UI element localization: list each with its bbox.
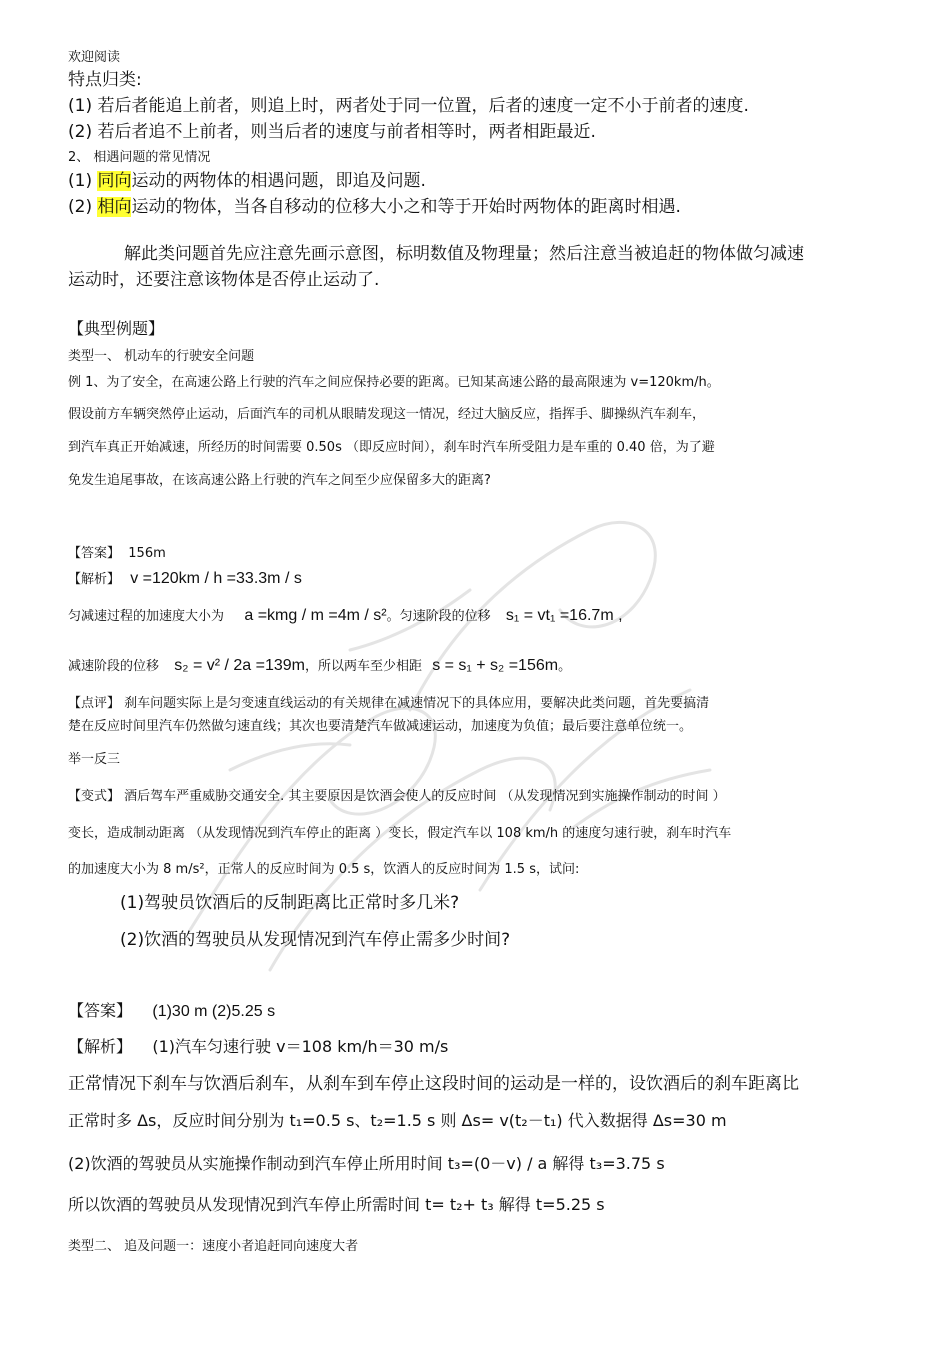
s1-eq: s₁ = vt₁ =16.7m ,: [505, 607, 623, 624]
s-eq: s = s₁ + s₂ =156m: [432, 657, 559, 674]
analysis2-label: 【解析】: [68, 1037, 133, 1056]
example1-line-1: 例 1、为了安全，在高速公路上行驶的汽车之间应保持必要的距离。已知某高速公路的最高限速为 v=120km/h。: [68, 375, 720, 390]
example1-line-4: 免发生追尾事故，在该高速公路上行驶的汽车之间至少应保留多大的距离?: [68, 473, 491, 488]
note-line-2: 运动时，还要注意该物体是否停止运动了.: [68, 270, 380, 290]
analysis2-text: (1)汽车匀速行驶 v＝108 km/h＝30 m/s: [152, 1037, 449, 1056]
answer2-label: 【答案】: [68, 1001, 133, 1020]
analysis2-line-4: 所以饮酒的驾驶员从发现情况到汽车停止所需时间 t= t₂+ t₃ 解得 t=5.25 s: [68, 1195, 605, 1214]
answer1-row: [68, 547, 166, 560]
variant-question-2: (2)饮酒的驾驶员从发现情况到汽车停止需多少时间?: [120, 930, 511, 950]
answer1-value: 156m: [128, 546, 166, 561]
analysis1-eq: v =120km / h =33.3m / s: [130, 570, 302, 587]
type1-title: 类型一、 机动车的行驶安全问题: [68, 349, 255, 364]
features-title: 特点归类:: [68, 70, 142, 90]
note-line-1: 解此类问题首先应注意先画示意图，标明数值及物理量；然后注意当被追赶的物体做匀减速: [124, 244, 804, 264]
comment-line-1: 【点评】 刹车问题实际上是匀变速直线运动的有关规律在减速情况下的具体应用，要解决此类问题，首先要搞清: [68, 696, 710, 711]
variant-title: 举一反三: [68, 752, 121, 767]
meet-case-2: [68, 199, 681, 216]
example1-line-2: 假设前方车辆突然停止运动，后面汽车的司机从眼睛发现这一情况，经过大脑反应，指挥手、脚操纵汽车刹车，: [68, 407, 706, 422]
case1-rest: 运动的两物体的相遇问题，即追及问题.: [131, 171, 426, 191]
meet-case-1: [68, 173, 426, 190]
accel-eq: a =kmg / m =4m / s²: [244, 607, 387, 624]
decel-row: [68, 657, 571, 674]
s2-eq: s₂ = v² / 2a =139m: [174, 657, 305, 674]
accel-text: 匀减速过程的加速度大小为: [68, 609, 225, 624]
variant-line-3: 的加速度大小为 8 m/s²，正常人的反应时间为 0.5 s，饮酒人的反应时间为 1.5 s，试问:: [68, 862, 580, 877]
typical-title: 【典型例题】: [68, 319, 165, 338]
case2-rest: 运动的物体，当各自移动的位移大小之和等于开始时两物体的距离时相遇.: [131, 197, 681, 217]
case2-prefix: (2): [68, 197, 98, 217]
variant-question-1: (1)驾驶员饮酒后的反制距离比正常时多几米?: [120, 893, 460, 913]
analysis1-row: [68, 570, 302, 587]
section2-title: 2、 相遇问题的常见情况: [68, 150, 211, 165]
uniform-text: 。匀速阶段的位移: [386, 609, 491, 624]
accel-row: [68, 607, 623, 624]
welcome-text: 欢迎阅读: [68, 50, 121, 65]
analysis2-line-1: 正常情况下刹车与饮酒后刹车，从刹车到车停止这段时间的运动是一样的，设饮酒后的刹车距离比: [68, 1074, 799, 1094]
answer2-value: (1)30 m (2)5.25 s: [152, 1003, 276, 1020]
answer1-end: 。: [558, 659, 572, 674]
case1-highlight: 同向: [97, 171, 132, 191]
analysis1-label: 【解析】: [68, 572, 121, 587]
case1-prefix: (1): [68, 171, 98, 191]
analysis2-line-2: 正常时多 Δs，反应时间分别为 t₁=0.5 s、t₂=1.5 s 则 Δs= v(t₂－t₁) 代入数据得 Δs=30 m: [68, 1111, 727, 1130]
variant-line-1: 【变式】 酒后驾车严重威胁交通安全. 其主要原因是饮酒会使人的反应时间 （从发现情况到实施操作制动的时间 ）: [68, 789, 726, 804]
answer1-label: 【答案】: [68, 546, 121, 561]
case2-highlight: 相向: [97, 197, 132, 217]
decel-text: 减速阶段的位移: [68, 659, 160, 674]
features-item-1: (1) 若后者能追上前者，则追上时，两者处于同一位置，后者的速度一定不小于前者的速度.: [68, 96, 749, 116]
features-item-2: (2) 若后者追不上前者，则当后者的速度与前者相等时，两者相距最近.: [68, 122, 596, 142]
example1-line-3: 到汽车真正开始减速，所经历的时间需要 0.50s （即反应时间），刹车时汽车所受阻力是车重的 0.40 倍，为了避: [68, 440, 715, 455]
variant-line-2: 变长，造成制动距离 （从发现情况到汽车停止的距离 ）变长，假定汽车以 108 km/h 的速度匀速行驶，刹车时汽车: [68, 826, 732, 841]
answer2-row: [68, 1003, 275, 1020]
analysis2-line-3: (2)饮酒的驾驶员从实施操作制动到汽车停止所用时间 t₃=(0－v) / a 解得 t₃=3.75 s: [68, 1154, 665, 1173]
so-text: ，所以两车至少相距: [305, 659, 423, 674]
type2-title: 类型二、 追及问题一：速度小者追赶同向速度大者: [68, 1239, 359, 1254]
comment-line-2: 楚在反应时间里汽车仍然做匀速直线；其次也要清楚汽车做减速运动，加速度为负值；最后要注意单位统一。: [68, 719, 693, 734]
analysis2-row: [68, 1039, 448, 1055]
